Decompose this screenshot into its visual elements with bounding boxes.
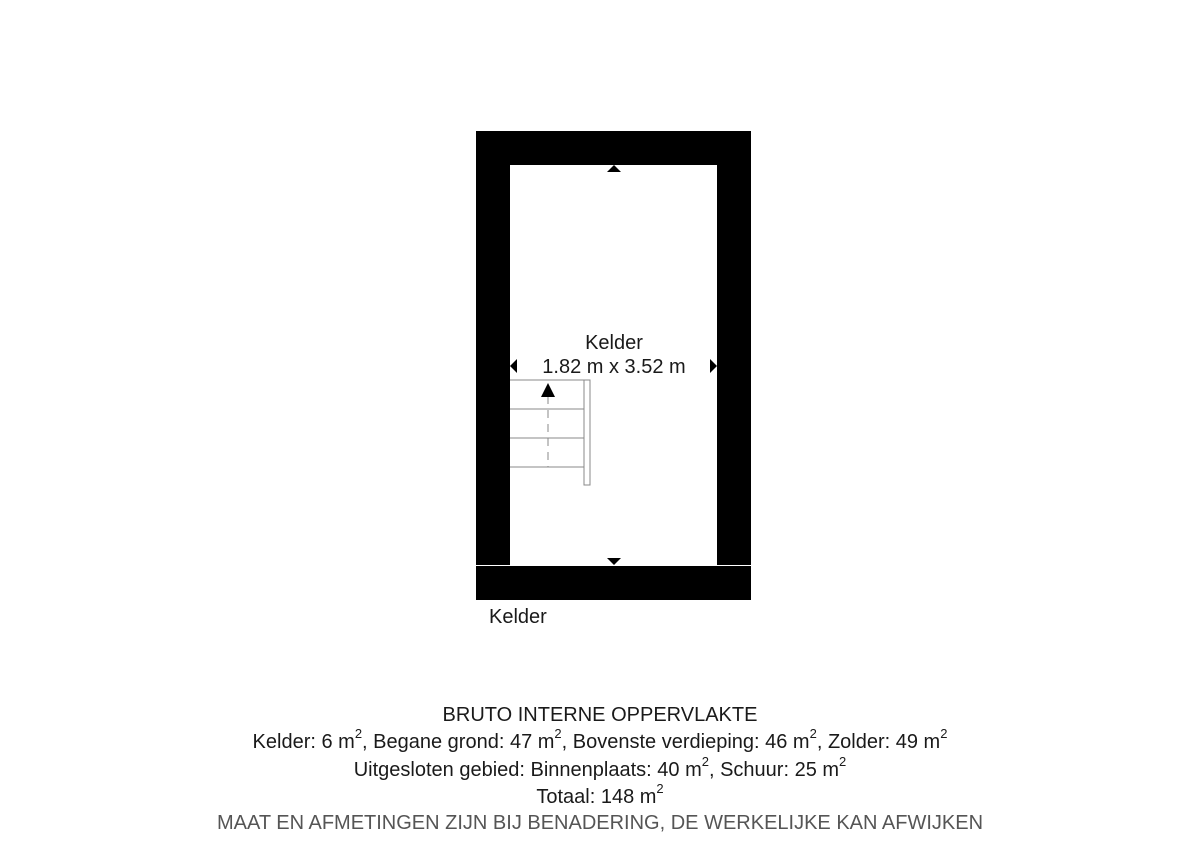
disclaimer: MAAT EN AFMETINGEN ZIJN BIJ BENADERING, DE WERKELIJKE KAN AFWIJKEN [216, 812, 984, 834]
area-excluded-schuur: Schuur: 25 $m^2$ [720, 754, 847, 781]
area-bovenste-verdieping: Bovenste verdieping: 46 $m^2$, [572, 726, 828, 753]
area-summary-line-1 [0, 726, 1200, 755]
room-dimensions-label: 1.82 m x 3.52 m [542, 356, 686, 378]
floor-label: Kelder [489, 606, 547, 628]
area-summary-line-2 [0, 754, 1200, 783]
area-begane-grond: Begane grond: 47 $m^2$, [373, 726, 573, 753]
room-name-label: Kelder [585, 332, 643, 354]
staircase [510, 380, 590, 485]
area-kelder: Kelder: 6 $m^2$, [252, 726, 374, 753]
area-zolder: Zolder: 49 $m^2$ [827, 726, 948, 753]
area-excluded-binnenplaats: Uitgesloten gebied: Binnenplaats: 40 $m^2$, [353, 754, 721, 781]
dimension-arrow-top [607, 165, 621, 172]
dimension-arrow-bottom [607, 558, 621, 565]
area-total: Totaal: 148 $m^2$ [536, 781, 664, 808]
area-summary-title: BRUTO INTERNE OPPERVLAKTE [442, 704, 758, 726]
stair-direction-arrow-icon [541, 383, 555, 397]
